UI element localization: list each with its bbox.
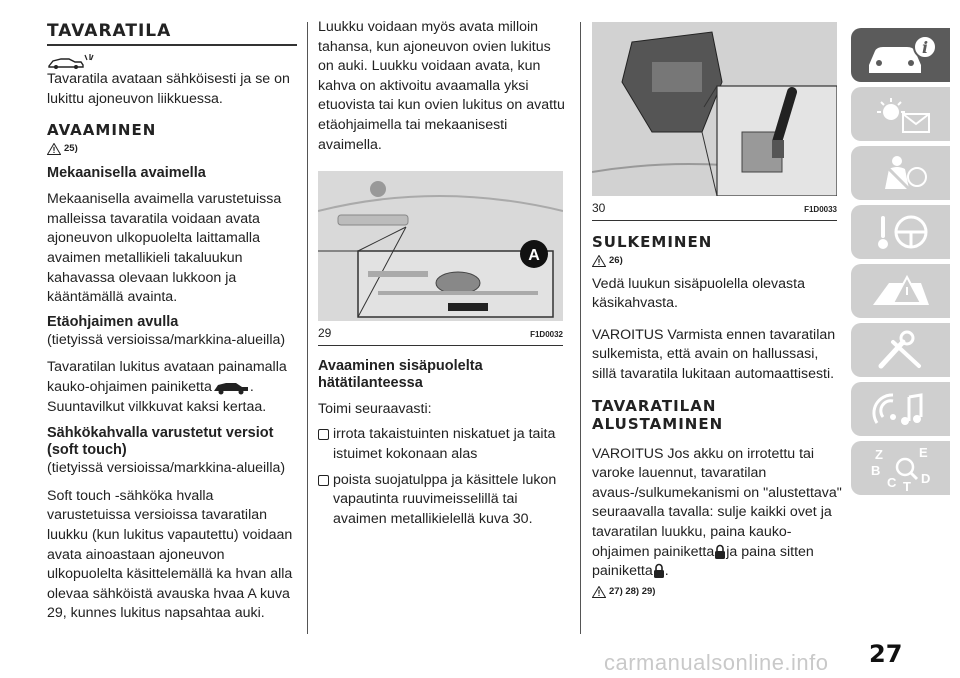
column-1 (47, 22, 297, 624)
section-title: TAVARATILA (47, 22, 297, 46)
warning-lights-icon (863, 92, 939, 136)
top-text: Luukku voidaan myös avata milloin tahansa, kun ajoneuvon ovien lukitus on auki. Luukku voidaan avata, kun kahva on aktivoitu avaamalla yksi etuovista tai kun ovien lukitus on avattu etäohjaimella tai mekaanisesti avaimella. (318, 19, 565, 153)
watermark: carmanualsonline.info (604, 650, 829, 675)
svg-text:C: C (886, 475, 896, 490)
heading-mekaanisella: Mekaanisella avaimella (47, 165, 206, 182)
list-item: poista suojatulppa ja käsittele lukon vapautinta ruuvimeisselillä tai avaimen metallikielellä kuva 30. (318, 471, 570, 530)
etaohjaimen-sub: (tietyissä versioissa/markkina-alueilla) (47, 331, 286, 348)
trunk-handle-illustration (318, 171, 563, 321)
figure-30 (592, 22, 837, 196)
warning-reference: 26) (592, 255, 842, 267)
tab-emergency[interactable] (851, 264, 950, 318)
intro-text: Tavaratila avataan sähköisesti ja se on lukittu ajoneuvon liikkuessa. (47, 71, 290, 107)
warning-triangle-icon (592, 586, 606, 598)
column-divider (307, 22, 308, 634)
lock-icon (653, 563, 665, 579)
tab-car-info[interactable] (851, 28, 950, 82)
tab-warning-lights[interactable] (851, 87, 950, 141)
figure-30-caption (592, 196, 837, 221)
heading-sulkeminen: SULKEMINEN (592, 232, 713, 251)
steering-wheel-key-icon (863, 210, 939, 254)
sulkeminen-warning: VAROITUS Varmista ennen tavaratilan sulkemista, että avain on hallussasi, sillä tavaratila lukitaan automaattisesti. (592, 326, 836, 382)
heading-sahkokahva: Sähkökahvalla varustetut versiot (soft touch) (47, 425, 274, 459)
heading-avaaminen: AVAAMINEN (47, 121, 157, 140)
sahkokahva-sub: (tietyissä versioissa/markkina-alueilla) (47, 460, 286, 477)
checkbox-bullet-icon (318, 429, 329, 440)
road-warning-icon (863, 269, 939, 313)
tab-maintenance[interactable] (851, 323, 950, 377)
warning-triangle-icon (47, 143, 61, 155)
warning-triangle-icon (592, 255, 606, 267)
svg-text:E: E (918, 445, 928, 460)
svg-text:T: T (902, 479, 911, 493)
warning-reference: 27) 28) 29) (592, 586, 842, 598)
alustaminen-text: VAROITUS Jos akku on irrotettu tai varoke lauennut, tavaratilan avaus-/sulkumekanismi on "alustettava" seuraavalla tavalla: sulje kaikki ovet ja tavaratilan luukku, paina kauko-ohjaimen painiketta ja paina sitten painiketta . (592, 445, 842, 580)
figure-label-a: A (528, 247, 540, 265)
mekaanisella-text: Mekaanisella avaimella varustetuissa malleissa tavaratila voidaan avata ajoneuvon ulkopuolelta laittamalla avaimen metallikieli takaluukun kahavassa olevaan lukkoon ja kääntämällä avainta. (47, 191, 282, 306)
column-3 (592, 22, 842, 598)
svg-text:i: i (921, 38, 928, 57)
heading-etaohjaimen: Etäohjaimen avulla (47, 313, 179, 330)
car-info-icon (863, 33, 939, 77)
figure-code: F1D0032 (530, 330, 563, 340)
svg-text:Z: Z (874, 447, 883, 462)
trunk-lock-illustration (592, 22, 837, 196)
svg-text:B: B (870, 463, 880, 478)
heading-alustaminen: TAVARATILAN ALUSTAMINEN (592, 396, 724, 433)
car-trunk-button-icon (212, 379, 250, 395)
lock-icon (714, 544, 726, 560)
hata-lead: Toimi seuraavasti: (318, 400, 432, 417)
tab-index[interactable] (851, 441, 950, 495)
list-item: irrota takaistuinten niskatuet ja taita istuimet kokonaan alas (318, 425, 570, 464)
svg-text:D: D (920, 471, 930, 486)
heading-hatatilanteessa: Avaaminen sisäpuolelta hätätilanteessa (318, 357, 483, 391)
multimedia-icon (863, 387, 939, 431)
index-letters-icon (863, 443, 939, 493)
page-number: 27 (869, 640, 903, 668)
tab-multimedia[interactable] (851, 382, 950, 436)
airbag-seatbelt-icon (863, 151, 939, 195)
etaohjaimen-text: Tavaratilan lukitus avataan painamalla kauko-ohjaimen painiketta . Suuntavilkut vilkkuvat kaksi kertaa. (47, 359, 287, 415)
chapter-sidebar (851, 28, 950, 500)
car-trunk-icon (47, 52, 297, 70)
sulkeminen-text: Vedä luukun sisäpuolella olevasta käsikahvasta. (592, 275, 805, 312)
tab-starting-driving[interactable] (851, 205, 950, 259)
maintenance-tools-icon (863, 328, 939, 372)
figure-code: F1D0033 (804, 205, 837, 214)
figure-number: 30 (592, 201, 606, 215)
checkbox-bullet-icon (318, 475, 329, 486)
sahkokahva-text: Soft touch -sähköka hvalla varustetuissa versioissa tavaratilan luukku (kun lukitus vapautettu) voidaan avata ainoastaan ajoneuvon ulkopuolelta käsittelemällä ka hvan alla olevaa sähköistä avauska hvaa A kuva 29, kunnes lukitus napsahtaa auki. (47, 487, 293, 622)
tab-safety[interactable] (851, 146, 950, 200)
figure-29-caption (318, 321, 563, 346)
figure-number: 29 (318, 326, 332, 341)
column-2 (318, 19, 570, 529)
column-divider (580, 22, 581, 634)
warning-reference: 25) (47, 143, 297, 155)
figure-29 (318, 171, 563, 321)
